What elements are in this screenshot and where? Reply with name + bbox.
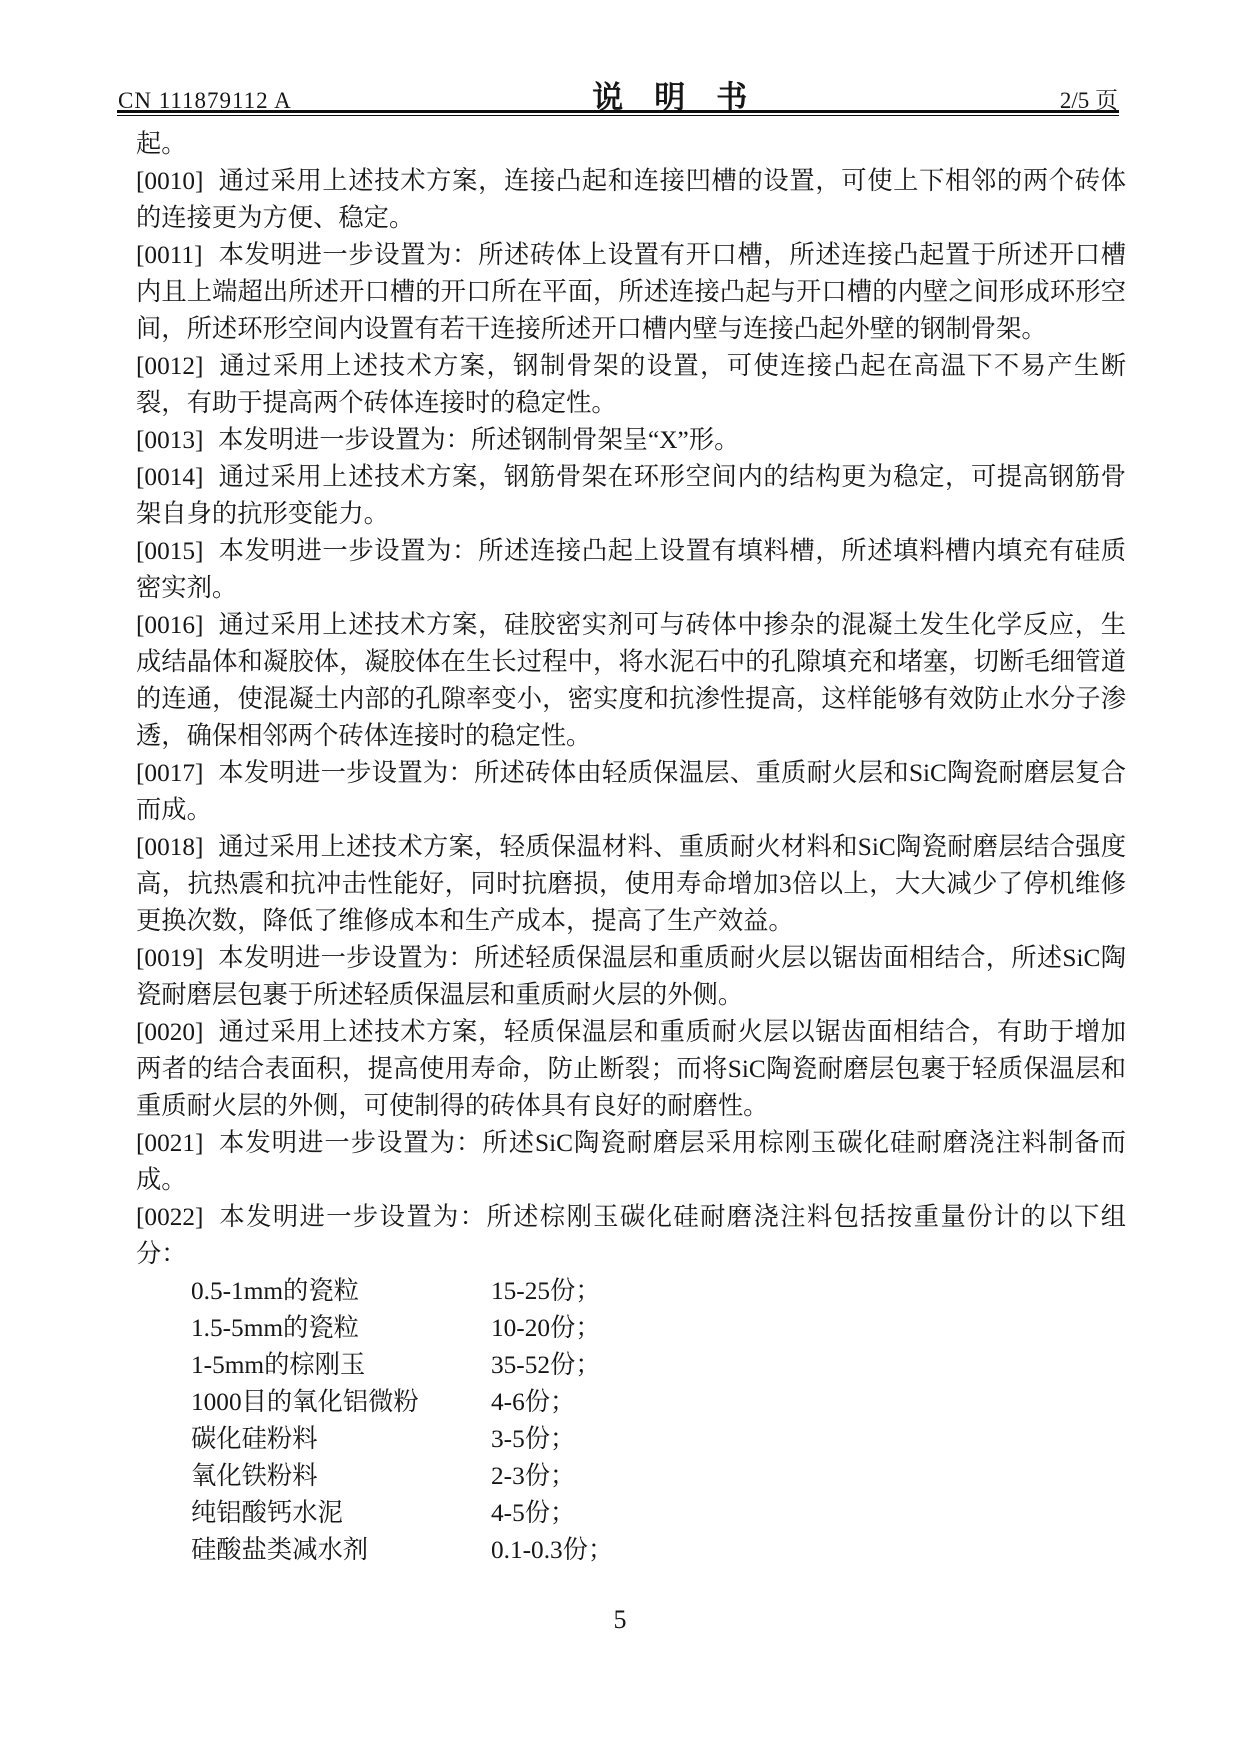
document-number: CN 111879112 A bbox=[118, 88, 292, 113]
paragraph-number: [0012] bbox=[136, 352, 204, 380]
ingredient-amount: 3-5份； bbox=[491, 1425, 576, 1453]
paragraph-continuation-fragment: 起。 bbox=[136, 130, 187, 158]
page-indicator: 2/5 页 bbox=[1059, 88, 1118, 113]
paragraph-number: [0019] bbox=[136, 944, 204, 972]
header-rule bbox=[117, 110, 1119, 116]
paragraph-text: 本发明进一步设置为：所述SiC陶瓷耐磨层采用棕刚玉碳化硅耐磨浇注料制备而成。 bbox=[136, 1129, 1126, 1194]
paragraph-text: 通过采用上述技术方案，轻质保温材料、重质耐火材料和SiC陶瓷耐磨层结合强度高，抗热震和抗冲击性能好，同时抗磨损，使用寿命增加3倍以上，大大减少了停机维修更换次数，降低了维修成本和生产成本，提高了生产效益。 bbox=[136, 833, 1126, 935]
paragraph bbox=[136, 829, 1126, 940]
paragraph-number: [0017] bbox=[136, 759, 204, 787]
paragraph-text: 本发明进一步设置为：所述砖体上设置有开口槽，所述连接凸起置于所述开口槽内且上端超出所述开口槽的开口所在平面，所述连接凸起与开口槽的内壁之间形成环形空间，所述环形空间内设置有若干连接所述开口槽内壁与连接凸起外壁的钢制骨架。 bbox=[136, 241, 1126, 343]
ingredient-name: 氧化铁粉料 bbox=[191, 1462, 318, 1490]
paragraph bbox=[136, 163, 1126, 237]
paragraph bbox=[136, 940, 1126, 1014]
paragraph bbox=[136, 1014, 1126, 1125]
paragraph-text: 本发明进一步设置为：所述钢制骨架呈“X”形。 bbox=[218, 426, 740, 454]
paragraph bbox=[136, 1199, 1126, 1273]
ingredient-amount: 15-25份； bbox=[491, 1277, 601, 1305]
paragraph bbox=[136, 607, 1126, 755]
ingredient-name: 碳化硅粉料 bbox=[191, 1425, 318, 1453]
ingredient-amount: 0.1-0.3份； bbox=[491, 1536, 614, 1564]
paragraph-text: 本发明进一步设置为：所述砖体由轻质保温层、重质耐火层和SiC陶瓷耐磨层复合而成。 bbox=[136, 759, 1126, 824]
paragraph bbox=[136, 533, 1126, 607]
paragraph-number: [0014] bbox=[136, 463, 204, 491]
ingredient-amount: 35-52份； bbox=[491, 1351, 601, 1379]
paragraph-number: [0016] bbox=[136, 611, 204, 639]
composition-row bbox=[136, 1495, 1126, 1532]
paragraph-text: 通过采用上述技术方案，轻质保温层和重质耐火层以锯齿面相结合，有助于增加两者的结合表面积，提高使用寿命，防止断裂；而将SiC陶瓷耐磨层包裹于轻质保温层和重质耐火层的外侧，可使制得的砖体具有良好的耐磨性。 bbox=[136, 1018, 1126, 1120]
page-footer bbox=[0, 1601, 1240, 1638]
composition-row bbox=[136, 1532, 1126, 1569]
composition-list bbox=[136, 1273, 1126, 1569]
ingredient-amount: 4-6份； bbox=[491, 1388, 576, 1416]
paragraph-text: 通过采用上述技术方案，硅胶密实剂可与砖体中掺杂的混凝土发生化学反应，生成结晶体和凝胶体，凝胶体在生长过程中，将水泥石中的孔隙填充和堵塞，切断毛细管道的连通，使混凝土内部的孔隙率变小，密实度和抗渗性提高，这样能够有效防止水分子渗透，确保相邻两个砖体连接时的稳定性。 bbox=[136, 611, 1126, 750]
paragraph-list bbox=[136, 163, 1126, 1273]
page-number: 5 bbox=[613, 1605, 627, 1634]
paragraph-number: [0011] bbox=[136, 241, 203, 269]
paragraph bbox=[136, 755, 1126, 829]
paragraph bbox=[136, 237, 1126, 348]
paragraph-number: [0013] bbox=[136, 426, 204, 454]
composition-row bbox=[136, 1421, 1126, 1458]
paragraph-number: [0020] bbox=[136, 1018, 204, 1046]
description-body bbox=[136, 126, 1126, 1569]
ingredient-name: 1000目的氧化铝微粉 bbox=[191, 1388, 419, 1416]
ingredient-amount: 10-20份； bbox=[491, 1314, 601, 1342]
paragraph bbox=[136, 422, 1126, 459]
paragraph-text: 通过采用上述技术方案，钢筋骨架在环形空间内的结构更为稳定，可提高钢筋骨架自身的抗形变能力。 bbox=[136, 463, 1126, 528]
paragraph-text: 本发明进一步设置为：所述棕刚玉碳化硅耐磨浇注料包括按重量份计的以下组分： bbox=[136, 1203, 1126, 1268]
paragraph-number: [0021] bbox=[136, 1129, 204, 1157]
composition-row bbox=[136, 1347, 1126, 1384]
composition-row bbox=[136, 1310, 1126, 1347]
page-header bbox=[118, 0, 1118, 115]
paragraph-number: [0018] bbox=[136, 833, 204, 861]
paragraph-text: 本发明进一步设置为：所述轻质保温层和重质耐火层以锯齿面相结合，所述SiC陶瓷耐磨层包裹于所述轻质保温层和重质耐火层的外侧。 bbox=[136, 944, 1126, 1009]
ingredient-amount: 4-5份； bbox=[491, 1499, 576, 1527]
page-title: 说 明 书 bbox=[592, 80, 748, 115]
paragraph-text: 通过采用上述技术方案，钢制骨架的设置，可使连接凸起在高温下不易产生断裂，有助于提高两个砖体连接时的稳定性。 bbox=[136, 352, 1126, 417]
ingredient-name: 1.5-5mm的瓷粒 bbox=[191, 1314, 359, 1342]
ingredient-name: 0.5-1mm的瓷粒 bbox=[191, 1277, 359, 1305]
paragraph bbox=[136, 348, 1126, 422]
paragraph-number: [0015] bbox=[136, 537, 204, 565]
ingredient-amount: 2-3份； bbox=[491, 1462, 576, 1490]
paragraph-number: [0022] bbox=[136, 1203, 204, 1231]
paragraph bbox=[136, 1125, 1126, 1199]
paragraph-text: 本发明进一步设置为：所述连接凸起上设置有填料槽，所述填料槽内填充有硅质密实剂。 bbox=[136, 537, 1126, 602]
ingredient-name: 硅酸盐类减水剂 bbox=[191, 1536, 369, 1564]
ingredient-name: 1-5mm的棕刚玉 bbox=[191, 1351, 366, 1379]
ingredient-name: 纯铝酸钙水泥 bbox=[191, 1499, 343, 1527]
composition-row bbox=[136, 1273, 1126, 1310]
paragraph bbox=[136, 459, 1126, 533]
paragraph-number: [0010] bbox=[136, 167, 204, 195]
composition-row bbox=[136, 1458, 1126, 1495]
composition-row bbox=[136, 1384, 1126, 1421]
paragraph-text: 通过采用上述技术方案，连接凸起和连接凹槽的设置，可使上下相邻的两个砖体的连接更为方便、稳定。 bbox=[136, 167, 1126, 232]
